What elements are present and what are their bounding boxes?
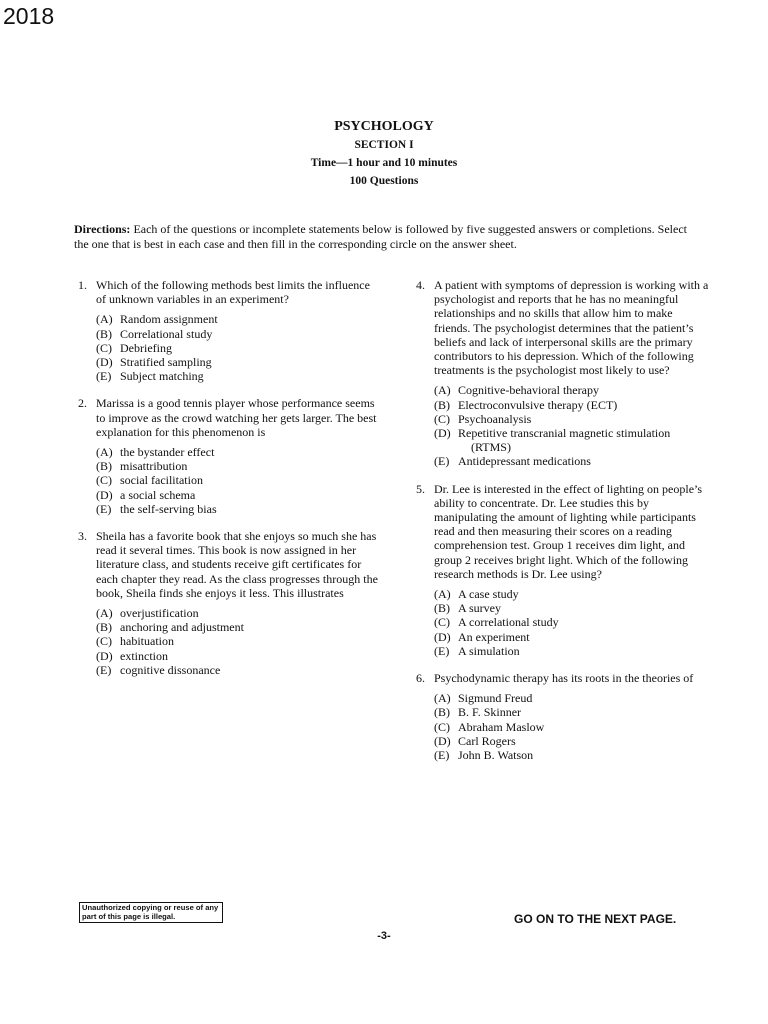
option-text: Correlational study xyxy=(120,326,213,341)
answer-option xyxy=(434,748,711,762)
question-stem: Dr. Lee is interested in the effect of lighting on people’s ability to concentrate. Dr. Lee studies this by manipulating the amount of lighting while participants read and then measuring their scores on a reading comprehension test. Group 1 receives dim light, and group 2 receives bright light. Which of the following research methods is Dr. Lee using? xyxy=(434,481,703,581)
year-label: 2018 xyxy=(3,3,55,29)
question-stem: Which of the following methods best limits the influence of unknown variables in an experiment? xyxy=(96,278,370,307)
option-letter: (C) xyxy=(434,719,450,734)
answer-option xyxy=(434,705,711,719)
time-label: Time—1 hour and 10 minutes xyxy=(310,157,458,169)
option-text: Cognitive-behavioral therapy xyxy=(458,383,599,398)
section-label: SECTION I xyxy=(354,139,414,151)
answer-option xyxy=(96,606,378,620)
page-header xyxy=(0,118,768,190)
answer-option xyxy=(96,369,378,383)
option-text: extinction xyxy=(120,648,168,663)
answer-option xyxy=(96,312,378,326)
option-text: B. F. Skinner xyxy=(458,705,522,720)
option-text: Psychoanalysis xyxy=(458,411,532,426)
next-page-label: GO ON TO THE NEXT PAGE. xyxy=(514,912,677,926)
option-text: social facilitation xyxy=(120,473,203,488)
question-3 xyxy=(78,529,378,677)
answer-option xyxy=(96,445,378,459)
question-number: 2. xyxy=(78,396,87,411)
option-letter: (E) xyxy=(434,748,450,763)
option-letter: (B) xyxy=(96,620,112,635)
answer-option xyxy=(96,473,378,487)
answer-option xyxy=(96,459,378,473)
answer-option xyxy=(434,587,711,601)
option-text: the self-serving bias xyxy=(120,501,217,516)
option-text: Abraham Maslow xyxy=(458,719,545,734)
answer-option xyxy=(96,327,378,341)
option-letter: (A) xyxy=(434,691,451,706)
question-number: 6. xyxy=(416,671,425,686)
directions-text: Each of the questions or incomplete statements below is followed by five suggested answers or completions. Select the one that is best in each case and then fill in the corresponding circle on the answer sheet. xyxy=(74,222,687,251)
question-number: 1. xyxy=(78,278,87,292)
answer-option xyxy=(434,454,711,468)
option-letter: (E) xyxy=(96,369,112,384)
question-number: 4. xyxy=(416,278,425,292)
option-text: A simulation xyxy=(458,643,520,658)
option-text: Sigmund Freud xyxy=(458,691,533,706)
option-text: Repetitive transcranial magnetic stimulation (RTMS) xyxy=(458,426,671,455)
option-letter: (E) xyxy=(96,501,112,516)
option-text: An experiment xyxy=(458,629,530,644)
option-letter: (C) xyxy=(434,411,450,426)
page-number: -3- xyxy=(377,930,391,942)
option-text: anchoring and adjustment xyxy=(120,620,244,635)
answer-option xyxy=(96,488,378,502)
option-letter: (E) xyxy=(434,454,450,469)
option-letter: (D) xyxy=(96,648,113,663)
answer-option xyxy=(434,398,711,412)
answer-option xyxy=(434,630,711,644)
option-letter: (B) xyxy=(434,397,450,412)
question-4 xyxy=(416,278,711,469)
question-2 xyxy=(78,396,378,516)
question-stem: Psychodynamic therapy has its roots in the theories of xyxy=(434,671,694,686)
option-text: A survey xyxy=(458,601,501,616)
question-number: 5. xyxy=(416,481,425,496)
question-stem: Sheila has a favorite book that she enjoys so much she has read it several times. This book is now assigned in her literature class, and students receive gift certificates for each chapter they read. As the class progresses through the book, Sheila finds she enjoys it less. This illustrates xyxy=(96,529,378,600)
directions-label: Directions: xyxy=(74,222,131,236)
option-text: habituation xyxy=(120,634,174,649)
answer-option xyxy=(96,355,378,369)
option-letter: (A) xyxy=(434,383,451,398)
option-letter: (D) xyxy=(96,487,113,502)
exam-title: PSYCHOLOGY xyxy=(334,119,434,134)
answer-option xyxy=(96,634,378,648)
option-letter: (A) xyxy=(96,445,113,460)
option-text: Random assignment xyxy=(120,312,218,327)
option-letter: (A) xyxy=(434,587,451,602)
question-6 xyxy=(416,671,711,762)
option-letter: (C) xyxy=(434,615,450,630)
answer-option xyxy=(434,615,711,629)
option-text: Debriefing xyxy=(120,340,172,355)
answer-option xyxy=(434,734,711,748)
answer-option xyxy=(96,341,378,355)
option-text: Stratified sampling xyxy=(120,355,212,370)
option-letter: (B) xyxy=(96,326,112,341)
option-text: overjustification xyxy=(120,606,199,621)
question-number: 3. xyxy=(78,529,87,544)
option-letter: (A) xyxy=(96,312,113,327)
question-stem: Marissa is a good tennis player whose performance seems to improve as the crowd watching her gets larger. The best explanation for this phenomenon is xyxy=(96,396,377,439)
option-letter: (D) xyxy=(96,355,113,370)
directions xyxy=(74,222,704,251)
answer-option xyxy=(434,426,711,454)
option-letter: (B) xyxy=(434,601,450,616)
option-text: misattribution xyxy=(120,459,188,474)
answer-option xyxy=(434,601,711,615)
option-text: cognitive dissonance xyxy=(120,662,221,677)
option-letter: (B) xyxy=(96,459,112,474)
option-text: Antidepressant medications xyxy=(458,454,591,469)
answer-option xyxy=(96,502,378,516)
answer-option xyxy=(96,649,378,663)
option-letter: (E) xyxy=(96,662,112,677)
option-text: Subject matching xyxy=(120,369,204,384)
option-letter: (D) xyxy=(434,733,451,748)
question-1 xyxy=(78,278,378,383)
option-letter: (C) xyxy=(96,473,112,488)
option-text: the bystander effect xyxy=(120,445,215,460)
question-count: 100 Questions xyxy=(349,175,419,187)
option-letter: (A) xyxy=(96,606,113,621)
question-5 xyxy=(416,482,711,658)
option-text: Electroconvulsive therapy (ECT) xyxy=(458,397,618,412)
option-text: Carl Rogers xyxy=(458,733,516,748)
answer-option xyxy=(434,644,711,658)
option-letter: (E) xyxy=(434,643,450,658)
option-letter: (D) xyxy=(434,426,451,441)
answer-option xyxy=(434,691,711,705)
option-letter: (B) xyxy=(434,705,450,720)
option-letter: (C) xyxy=(96,340,112,355)
question-stem: A patient with symptoms of depression is working with a psychologist and reports that he has no meaningful relationships and no skills that allow him to make friends. The psychologist determines that the patient’s beliefs and lack of interpersonal skills are the primary contributors to his depression. Which of the following treatments is the psychologist most likely to use? xyxy=(434,278,709,378)
answer-option xyxy=(96,663,378,677)
copyright-notice: Unauthorized copying or reuse of any part of this page is illegal. xyxy=(79,902,223,923)
answer-option xyxy=(434,412,711,426)
option-text: a social schema xyxy=(120,487,196,502)
answer-option xyxy=(434,383,711,397)
answer-option xyxy=(434,720,711,734)
answer-option xyxy=(96,620,378,634)
option-text: A correlational study xyxy=(458,615,559,630)
option-text: A case study xyxy=(458,587,519,602)
right-column xyxy=(416,278,711,775)
left-column xyxy=(78,278,378,690)
option-letter: (D) xyxy=(434,629,451,644)
option-text: John B. Watson xyxy=(458,748,534,763)
option-letter: (C) xyxy=(96,634,112,649)
